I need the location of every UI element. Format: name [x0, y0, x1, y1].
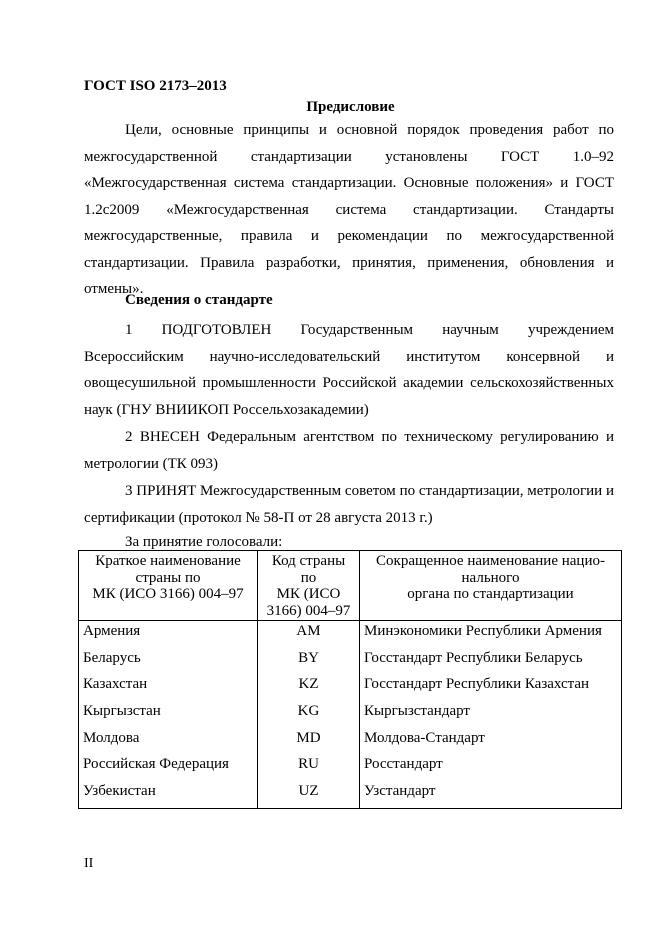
header-line: нального [461, 569, 520, 586]
country-cell: Узбекистан [79, 781, 258, 808]
code-cell: MD [258, 728, 360, 755]
header-country [79, 551, 258, 621]
code-cell: RU [258, 754, 360, 781]
page-title: Предисловие [306, 99, 395, 115]
body-cell: Госстандарт Республики Казахстан [360, 674, 622, 701]
country-cell: Кыргызстан [79, 701, 258, 728]
vote-intro: За принятие голосовали: [125, 534, 283, 550]
table-row [79, 648, 622, 675]
document-header: ГОСТ ISO 2173–2013 [84, 78, 227, 94]
header-line: Краткое наименование [95, 553, 241, 569]
body-cell: Росстандарт [360, 754, 622, 781]
header-line: страны по [135, 569, 201, 586]
header-line: Код страны [271, 553, 346, 569]
table-row [79, 621, 622, 648]
body-cell: Кыргызстандарт [360, 701, 622, 728]
preface-paragraph: Цели, основные принципы и основной порядок проведения работ по межгосударственной стандартизации установлены ГОСТ 1.0–92 «Межгосударственная система стандартизации. Основные положения» и ГОСТ 1.2с2009 «Межгосударственная система стандартизации. Стандарты межгосударственные, правила и рекомендации по межгосударственной стандартизации. Правила разработки, принятия, применения, обновления и отмены». [84, 122, 614, 297]
body-cell: Молдова-Стандарт [360, 728, 622, 755]
info-item-1: 1 ПОДГОТОВЛЕН Государственным научным учреждением Всероссийским научно-исследовательский институтом консервной и овощесушильной промышленности Российской академии сельскохозяйственных наук (ГНУ ВНИИКОП Россельхозакадемии) [84, 322, 614, 418]
table-row [79, 754, 622, 781]
table-row [79, 728, 622, 755]
info-item-3: 3 ПРИНЯТ Межгосударственным советом по стандартизации, метрологии и сертификации (протокол № 58-П от 28 августа 2013 г.) [84, 483, 614, 526]
header-line: Сокращенное наименование нацио- [376, 553, 605, 569]
table-row [79, 781, 622, 808]
info-item-2: 2 ВНЕСЕН Федеральным агентством по техническому регулированию и метрологии (ТК 093) [84, 429, 614, 472]
code-cell: AM [258, 621, 360, 648]
section-heading: Сведения о стандарте [125, 292, 273, 308]
country-cell: Беларусь [79, 648, 258, 675]
country-cell: Российская Федерация [79, 754, 258, 781]
header-line: по [300, 569, 317, 586]
country-cell: Казахстан [79, 674, 258, 701]
body-cell: Узстандарт [360, 781, 622, 808]
country-cell: Армения [79, 621, 258, 648]
table-header-row [79, 551, 622, 621]
header-line: МК (ИСО 3166) 004–97 [92, 586, 244, 602]
country-cell: Молдова [79, 728, 258, 755]
voting-table [78, 550, 622, 809]
header-line: МК (ИСО [276, 586, 341, 602]
header-line: 3166) 004–97 [266, 602, 351, 619]
page-number: II [84, 856, 94, 871]
body-cell: Минэкономики Республики Армения [360, 621, 622, 648]
code-cell: UZ [258, 781, 360, 808]
header-code [258, 551, 360, 621]
header-body [360, 551, 622, 621]
code-cell: BY [258, 648, 360, 675]
code-cell: KG [258, 701, 360, 728]
code-cell: KZ [258, 674, 360, 701]
table-row [79, 674, 622, 701]
table-row [79, 701, 622, 728]
header-line: органа по стандартизации [407, 586, 574, 602]
body-cell: Госстандарт Республики Беларусь [360, 648, 622, 675]
